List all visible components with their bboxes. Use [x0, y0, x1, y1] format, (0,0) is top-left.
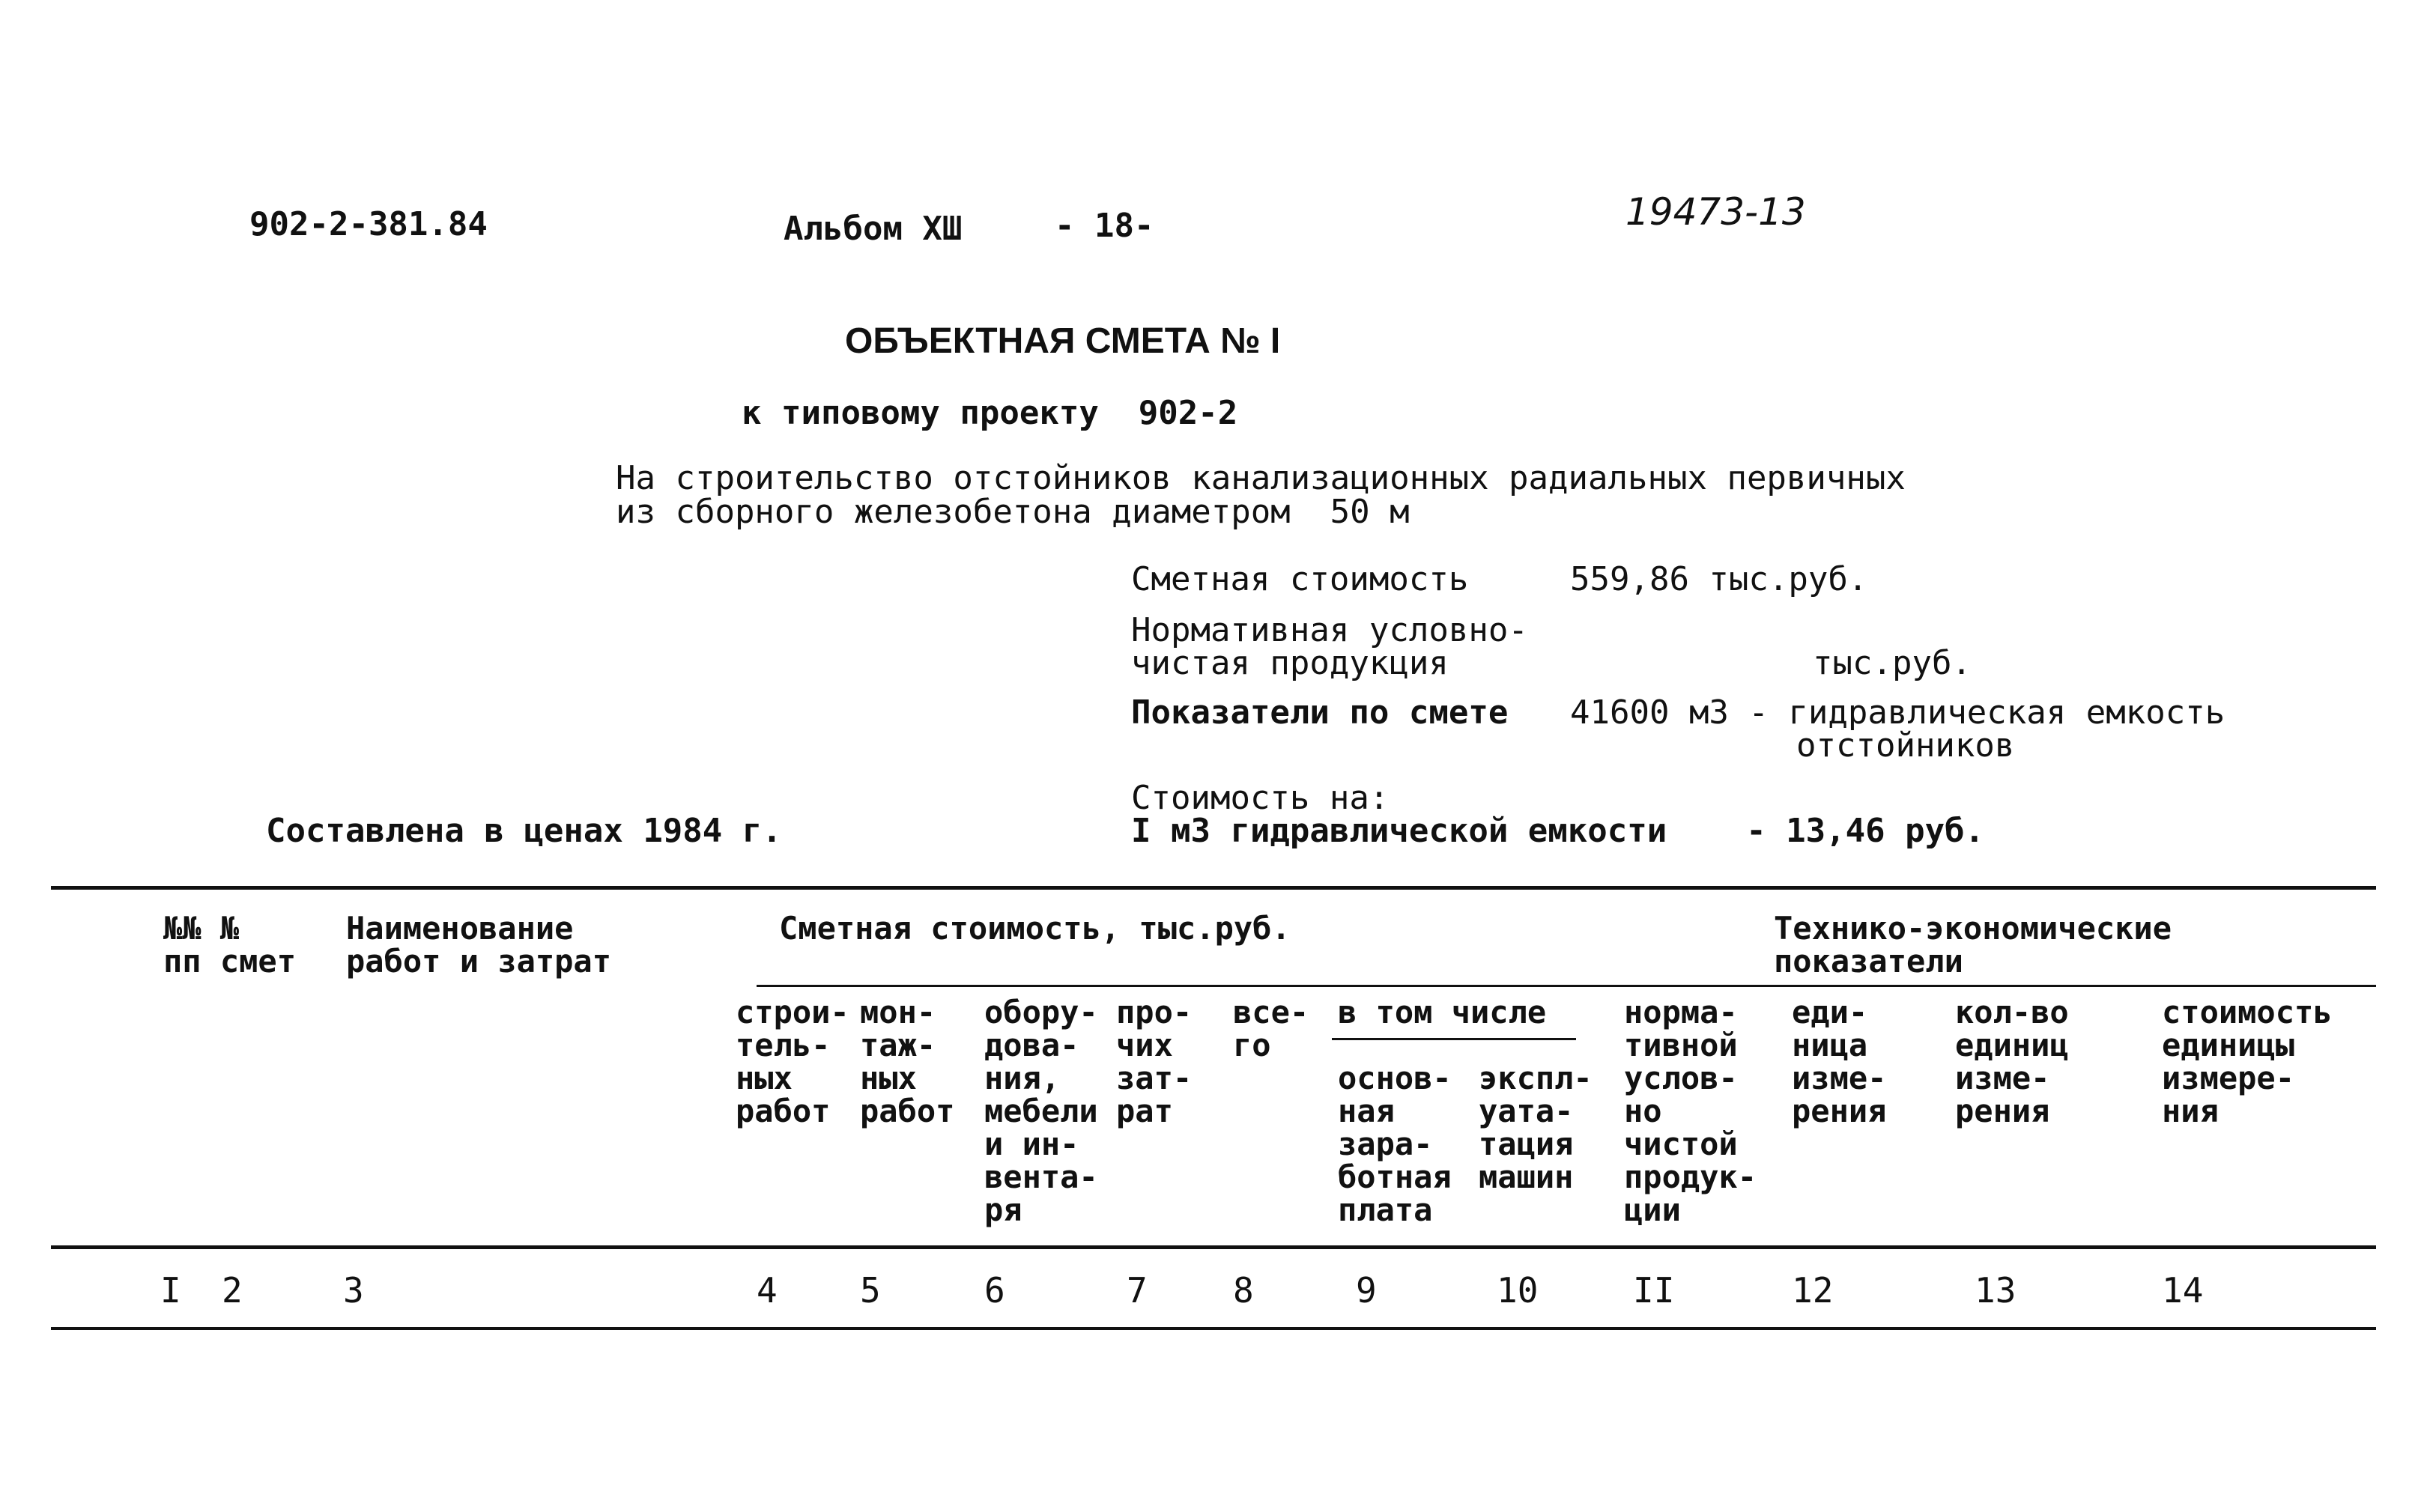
column-number: 2 [222, 1270, 243, 1311]
indicators-label: Показатели по смете [1131, 693, 1509, 732]
column-number: 13 [1975, 1270, 2017, 1311]
header-construction-works: строи- тель- ных работ [736, 994, 849, 1129]
normative-product-value: тыс.руб. [1813, 644, 1972, 682]
header-machine-operation: экспл- уата- тация машин [1479, 1060, 1593, 1195]
including-rule [1332, 1038, 1576, 1040]
cost-per-value: I м3 гидравлической емкости - 13,46 руб. [1131, 812, 1985, 850]
indicators-value-2: отстойников [1796, 726, 2015, 765]
column-number: 7 [1127, 1270, 1148, 1311]
header-other-costs: про- чих зат- рат [1116, 994, 1193, 1129]
table-bottom-rule [51, 1327, 2376, 1330]
document-code: 902-2-381.84 [249, 205, 488, 243]
subject-line-2: из сборного железобетона диаметром 50 м [616, 493, 1410, 531]
column-number: 9 [1356, 1270, 1377, 1311]
column-number: II [1633, 1270, 1675, 1311]
column-number: 14 [2162, 1270, 2204, 1311]
album-label: Альбом ХШ [784, 210, 963, 248]
header-base-wage: основ- ная зара- ботная плата [1338, 1060, 1452, 1228]
header-tech-group: Технико-экономические показатели [1774, 910, 2172, 980]
normative-product-label-1: Нормативная условно- [1131, 611, 1528, 649]
column-number: 8 [1233, 1270, 1254, 1311]
page-number: - 18- [1055, 207, 1154, 245]
header-cost-group: Сметная стоимость, тыс.руб. [779, 910, 1291, 947]
column-number: 3 [343, 1270, 364, 1311]
header-work-name: Наименование работ и затрат [346, 910, 612, 980]
cost-group-rule [757, 985, 2376, 987]
header-mounting-works: мон- таж- ных работ [860, 994, 955, 1129]
column-number: 5 [860, 1270, 881, 1311]
header-unit-cost: стоимость единицы измере- ния [2162, 994, 2333, 1129]
column-number: 10 [1497, 1270, 1539, 1311]
column-number: 12 [1792, 1270, 1834, 1311]
price-basis: Составлена в ценах 1984 г. [266, 812, 782, 850]
document-title: ОБЪЕКТНАЯ СМЕТА № I [845, 321, 1281, 361]
indicators-value-1: 41600 м3 - гидравлическая емкость [1570, 693, 2225, 732]
table-top-rule [51, 886, 2376, 890]
column-number: I [160, 1270, 181, 1311]
header-unit-quantity: кол-во единиц изме- рения [1955, 994, 2069, 1129]
header-unit: еди- ница изме- рения [1792, 994, 1887, 1129]
project-reference: к типовому проекту 902-2 [742, 394, 1238, 432]
header-row-number: №№ № пп смет [163, 910, 297, 980]
header-total: все- го [1233, 994, 1309, 1063]
header-including: в том числе [1338, 994, 1547, 1030]
handwritten-number: 19473-13 [1625, 190, 1806, 234]
normative-product-label-2: чистая продукция [1131, 644, 1449, 682]
column-number: 6 [984, 1270, 1005, 1311]
estimated-cost-label: Сметная стоимость [1131, 560, 1469, 598]
header-normative-product: норма- тивной услов- но чистой продук- ции [1624, 994, 1757, 1228]
column-number: 4 [757, 1270, 778, 1311]
subject-line-1: На строительство отстойников канализационных радиальных первичных [616, 459, 1906, 497]
estimated-cost-value: 559,86 тыс.руб. [1570, 560, 1868, 598]
cost-per-label: Стоимость на: [1131, 779, 1390, 817]
header-equipment: обору- дова- ния, мебели и ин- вента- ря [984, 994, 1098, 1228]
header-bottom-rule [51, 1245, 2376, 1249]
